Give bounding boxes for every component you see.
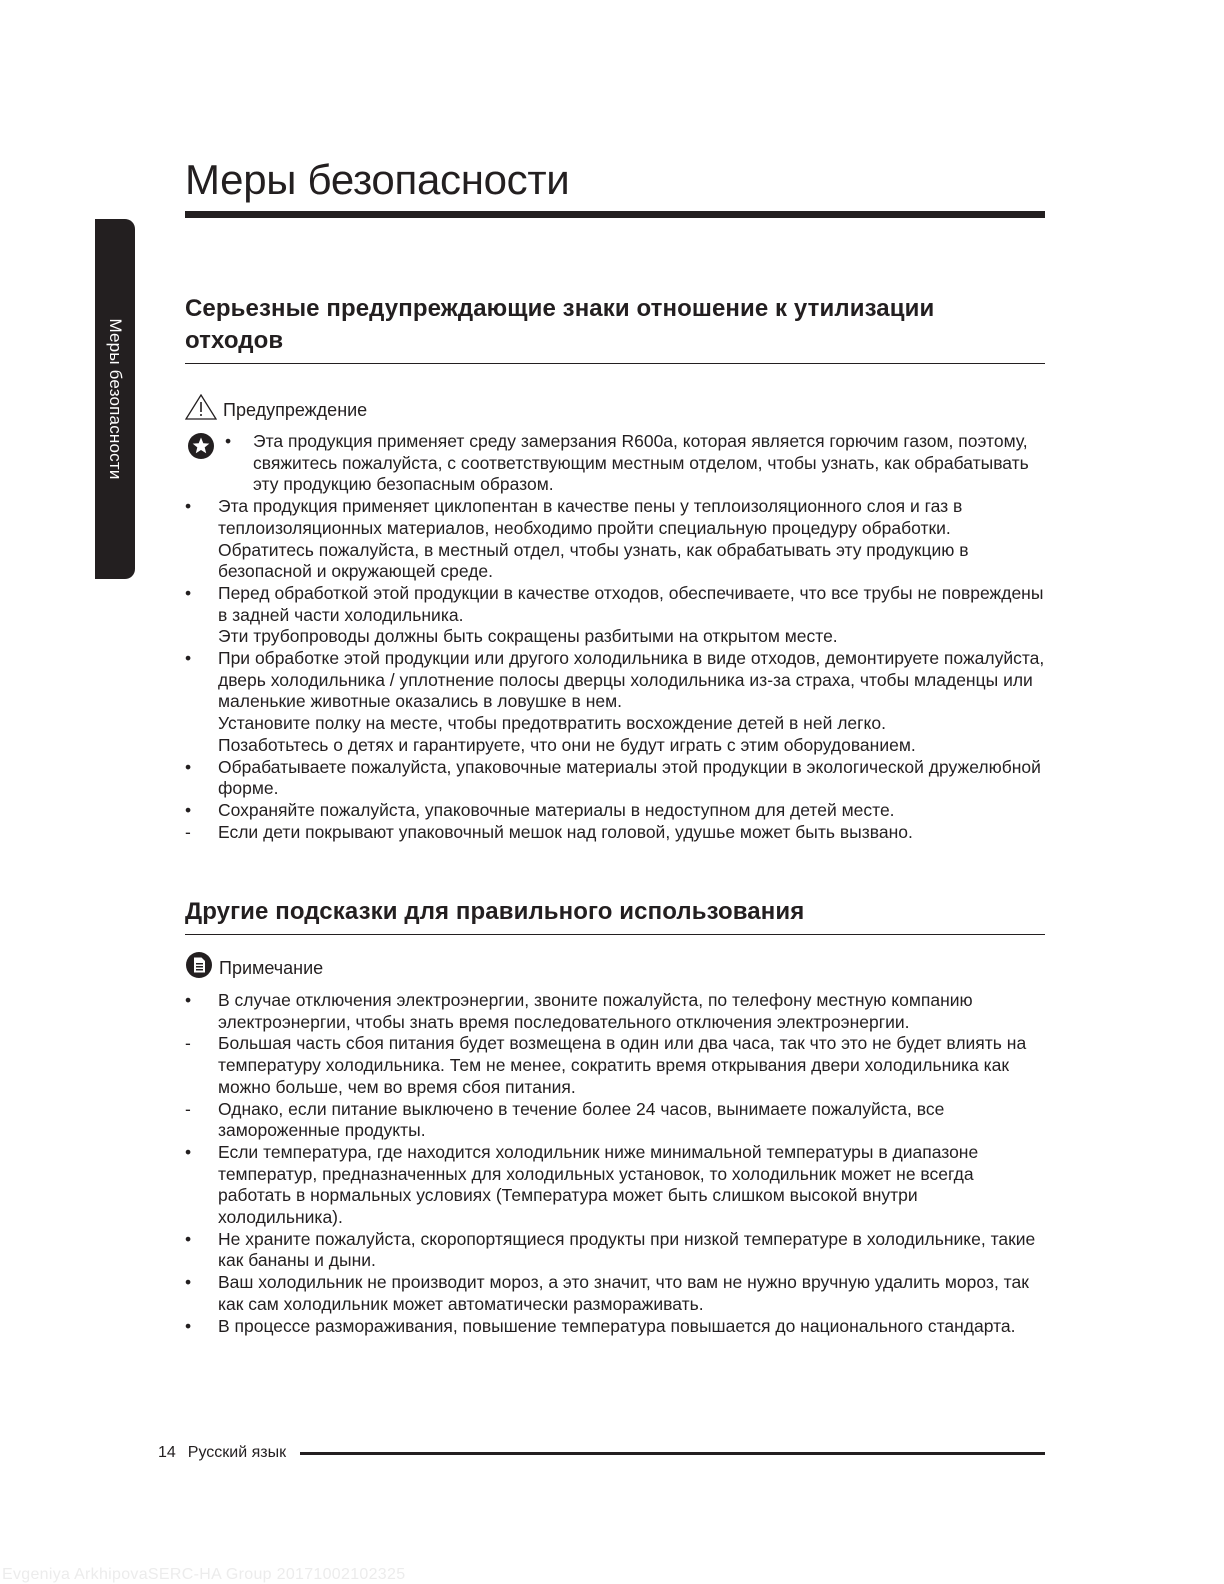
dash-marker: - [185,1033,191,1054]
list-item [185,648,1045,757]
bullet-marker: • [185,1141,192,1162]
list-item-text: Эта продукция применяет среду замерзания R600a, которая является горючим газом, поэтому, свяжитесь пожалуйста, с соответствующим местным отделом, чтобы узнать, как обрабатывать эту продукцию безопасным образом. [253,431,1029,495]
bullet-marker: • [185,990,192,1010]
list-item [185,800,1045,822]
list-item [185,1272,1045,1315]
list-item [185,1316,1045,1338]
section-heading: Другие подсказки для правильного использования [185,898,805,925]
list-item [185,431,1045,496]
section-usage-tips [185,896,1045,1337]
bullet-marker: • [185,1272,192,1293]
dash-marker: - [185,821,191,842]
list-item-text: Ваш холодильник не производит мороз, а это значит, что вам не нужно вручную удалить мороз, так как сам холодильник может автоматически размораживать. [218,1272,1029,1314]
section-rule [185,363,1045,364]
disposal-list [185,431,1045,843]
watermark: Evgeniya ArkhipovaSERC-HA Group 20171002102325 [2,1566,406,1583]
list-item [185,583,1045,648]
list-item-text: Однако, если питание выключено в течение более 24 часов, вынимаете пожалуйста, все замороженные продукты. [218,1098,945,1141]
bullet-marker: • [185,648,192,669]
bullet-marker: • [185,582,192,603]
list-item-text: Не храните пожалуйста, скоропортящиеся продукты при низкой температуре в холодильнике, такие как бананы и дыни. [218,1228,1036,1271]
list-item [185,496,1045,583]
section-rule [185,934,1045,935]
list-item [185,1099,1045,1142]
bullet-marker: • [185,1228,192,1249]
dash-marker: - [185,1098,191,1119]
list-item-extra-text: Установите полку на месте, чтобы предотвратить восхождение детей в ней легко. [218,713,886,734]
list-item-text: Обрабатываете пожалуйста, упаковочные материалы этой продукции в экологической дружелюбной форме. [218,756,1041,799]
side-tab-label: Меры безопасности [106,318,125,480]
note-callout [185,951,1045,984]
list-item-text: При обработке этой продукции или другого холодильника в виде отходов, демонтируете пожалуйста, дверь холодильника / уплотнение полосы дверцы холодильника из-за страха, чтобы младенцы или маленькие животные оказались в ловушке в нем. [218,648,1045,712]
list-item-text: В случае отключения электроэнергии, звоните пожалуйста, по телефону местную компанию электроэнергии, чтобы знать время последовательного отключения электроэнергии. [218,990,973,1032]
list-item-text: Большая часть сбоя питания будет возмещена в один или два часа, так что это не будет влиять на температуру холодильника. Тем не менее, сократить время открывания двери холодильника как можно больше, чем во время сбоя питания. [218,1033,1027,1097]
footer-rule [300,1452,1045,1455]
page-footer [158,1444,1045,1462]
page-number: 14 [158,1444,176,1461]
footer-language: Русский язык [187,1444,287,1461]
side-chapter-tab [95,219,135,579]
warning-triangle-icon [185,394,217,425]
list-item [185,990,1045,1033]
page-title: Меры безопасности [185,156,570,203]
list-item [185,1142,1045,1229]
title-rule [185,211,1045,218]
tips-list [185,990,1045,1337]
note-label: Примечание [219,957,324,978]
bullet-marker: • [225,431,232,451]
list-item [185,1033,1045,1098]
list-item-extra-text: Позаботьтесь о детях и гарантируете, что они не будут играть с этим оборудованием. [218,734,916,755]
list-item-text: Если дети покрывают упаковочный мешок над головой, удушье может быть вызвано. [218,821,913,842]
list-item-text: Перед обработкой этой продукции в качестве отходов, обеспечиваете, что все трубы не повреждены в задней части холодильника. [218,582,1044,625]
bullet-marker: • [185,756,192,777]
list-item [185,1229,1045,1272]
bullet-marker: • [185,799,192,820]
warning-callout [185,394,1045,425]
list-item-text: Сохраняйте пожалуйста, упаковочные материалы в недоступном для детей месте. [218,799,895,820]
list-item [185,757,1045,800]
list-item [185,822,1045,844]
bullet-marker: • [185,1315,192,1336]
warning-label: Предупреждение [223,399,368,420]
list-item-extra-text: Эти трубопроводы должны быть сокращены разбитыми на открытом месте. [218,626,838,647]
list-item-text: В процессе размораживания, повышение температура повышается до национального стандарта. [218,1315,1016,1336]
bullet-marker: • [185,496,192,517]
star-circle-icon [187,432,215,466]
note-document-icon [185,951,213,984]
list-item-text: Эта продукция применяет циклопентан в качестве пены у теплоизоляционного слоя и газ в теплоизоляционных материалов, необходимо пройти специальную процедуру обработки. Обратитесь пожалуйста, в местный отдел, чтобы узнать, как обрабатывать эту продукцию в безопасной и окружающей среде. [218,496,969,582]
list-item-text: Если температура, где находится холодильник ниже минимальной температуры в диапазоне температур, предназначенных для холодильных установок, то холодильник может не всегда работать в нормальных условиях (Температура может быть слишком высокой внутри холодильника). [218,1141,979,1228]
section-heading: Серьезные предупреждающие знаки отношение к утилизации отходов [185,295,935,354]
section-disposal-warnings [185,293,1045,843]
